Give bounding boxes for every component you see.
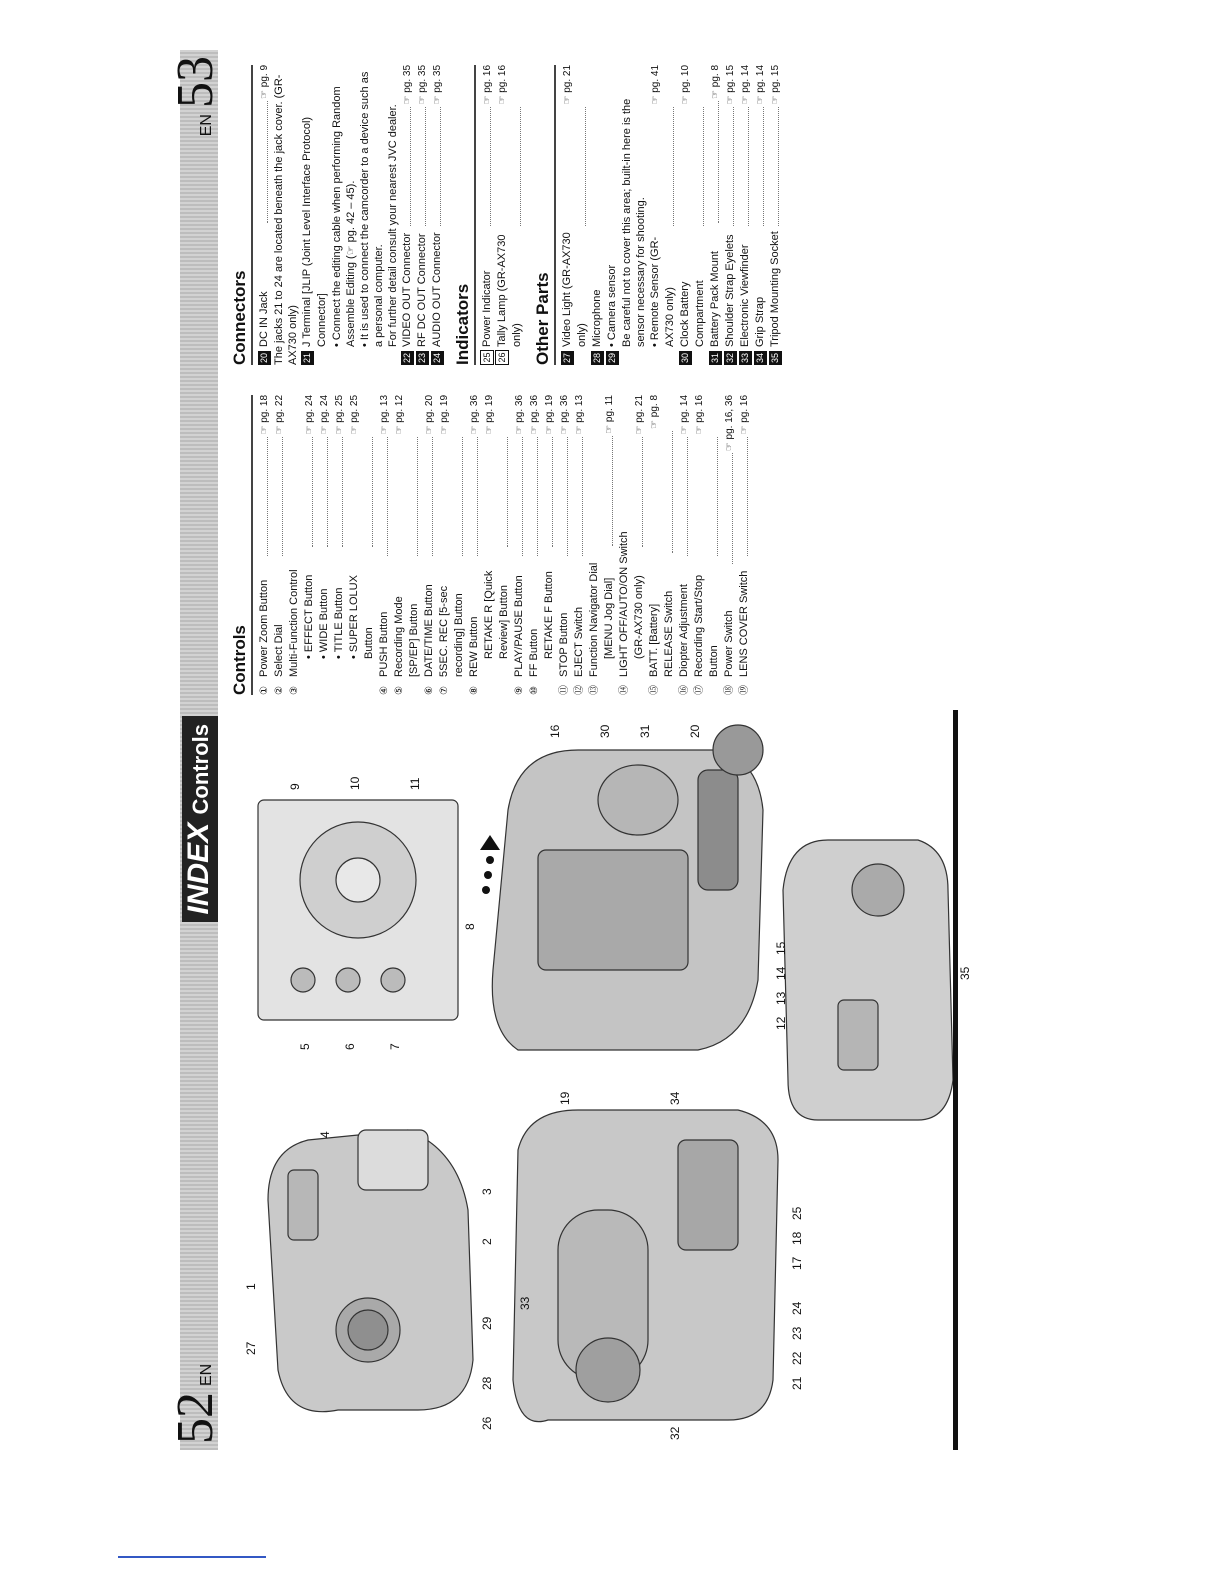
right-page-lang: EN	[198, 114, 215, 137]
j-bullet-3: For further detail consult your nearest JVC dealer.	[387, 104, 399, 347]
leader-dots	[677, 437, 688, 556]
item-number-badge: 26	[495, 350, 509, 365]
leader-dots	[753, 107, 764, 226]
item-number	[708, 347, 723, 365]
item-number: ⑩	[529, 686, 540, 695]
indicators-heading: Indicators	[453, 65, 476, 365]
item-label: RF DC OUT Connector	[416, 233, 428, 347]
connector-row-dc-in	[257, 65, 272, 365]
item-label: FF Button	[528, 628, 540, 677]
item-page-ref: ☞ pg. 8	[649, 394, 660, 429]
item-number-badge: 27	[562, 353, 572, 364]
item-label: DATE/TIME Button	[423, 584, 435, 677]
callout-26: 26	[480, 1416, 494, 1430]
callout-31: 31	[638, 724, 652, 738]
item-number	[542, 659, 557, 677]
callout-11: 11	[408, 777, 422, 790]
item-label: Shoulder Strap Eyelets	[724, 234, 736, 347]
item-label: Select Dial	[273, 624, 285, 677]
item-number: ⑦	[439, 686, 450, 695]
item-page-ref: ☞ pg. 8	[710, 64, 721, 99]
list-item	[768, 65, 783, 365]
callout-1: 1	[244, 1283, 258, 1290]
callout-29: 29	[480, 1316, 494, 1330]
item-number: ⑥	[424, 686, 435, 695]
item-label: • Camera sensor	[606, 264, 618, 347]
item-number-badge: 35	[770, 353, 780, 364]
other-parts-list	[560, 65, 620, 365]
item-label: (GR-AX730 only)	[633, 575, 645, 659]
item-label: Recording Start/Stop Button	[693, 574, 720, 677]
item-page-ref: ☞ pg. 16	[497, 64, 508, 105]
item-number: ⑲	[739, 685, 750, 695]
callout-4: 4	[318, 1131, 332, 1138]
item-label: • EFFECT Button	[303, 574, 315, 659]
item-number	[738, 347, 753, 365]
camcorder-bottom-view	[783, 840, 953, 1120]
item-page-ref: ☞ pg. 24	[319, 394, 330, 435]
index-title-main: INDEX	[182, 822, 215, 915]
connector-num	[300, 347, 330, 365]
callout-19: 19	[558, 1091, 572, 1105]
item-label: RETAKE F Button	[543, 571, 555, 659]
item-page-ref: ☞ pg. 14	[679, 394, 690, 435]
controls-column	[230, 395, 752, 695]
list-item	[480, 65, 495, 365]
list-item	[257, 395, 272, 695]
list-item	[347, 395, 377, 695]
item-number	[400, 347, 415, 365]
item-page-ref: ☞ pg. 36	[529, 394, 540, 435]
item-label: 5SEC. REC [5-sec recording] Button	[438, 585, 465, 677]
item-page-ref: ☞ pg. 19	[544, 394, 555, 435]
leader-dots	[647, 431, 673, 553]
callout-23: 23	[790, 1326, 804, 1340]
leader-dots	[738, 107, 749, 226]
list-item	[430, 65, 445, 365]
leader-dots	[317, 437, 328, 547]
callout-15: 15	[774, 941, 788, 955]
connector-row-j-terminal	[300, 65, 330, 365]
item-number: ①	[259, 686, 270, 695]
list-item	[400, 65, 415, 365]
callout-32: 32	[668, 1426, 682, 1440]
item-number: ⑱	[724, 685, 735, 695]
item-number: ⑯	[679, 685, 690, 695]
callout-25: 25	[790, 1206, 804, 1220]
list-item	[392, 395, 422, 695]
item-number	[347, 659, 377, 677]
list-item	[587, 395, 602, 695]
item-number	[560, 347, 590, 365]
dc-in-ref: ☞ pg. 9	[259, 64, 270, 99]
item-number: ⑪	[559, 685, 570, 695]
item-number	[317, 659, 332, 677]
callout-34: 34	[668, 1091, 682, 1105]
item-label: Function Navigator Dial	[588, 562, 600, 677]
item-label: Power Indicator	[481, 270, 493, 347]
j-bullet-2: • It is used to connect the camcorder to a device such as a personal computer.	[359, 71, 385, 347]
leader-dots	[495, 107, 521, 226]
callout-6: 6	[343, 1043, 357, 1050]
camcorder-diagram	[218, 710, 980, 1450]
controls-heading: Controls	[230, 395, 253, 695]
item-label: Grip Strap	[754, 296, 766, 347]
controls-list	[257, 395, 752, 695]
leader-dots	[632, 437, 643, 547]
connectors-column	[230, 65, 783, 365]
callout-24: 24	[790, 1301, 804, 1315]
connector-list	[400, 65, 445, 365]
leader-dots	[422, 437, 433, 556]
item-label: Tally Lamp (GR-AX730 only)	[496, 234, 523, 347]
item-number-badge: 22	[402, 353, 412, 364]
item-number	[723, 347, 738, 365]
item-page-ref: ☞ pg. 16	[694, 394, 705, 435]
item-page-ref: ☞ pg. 36	[469, 394, 480, 435]
item-label: LENS COVER Switch	[738, 570, 750, 677]
item-label: RETAKE R [Quick Review] Button	[483, 570, 510, 659]
leader-dots	[768, 107, 779, 226]
list-item	[287, 395, 302, 695]
item-label: Battery Pack Mount	[709, 251, 721, 347]
list-item	[467, 395, 482, 695]
callout-7: 7	[388, 1043, 402, 1050]
item-page-ref: ☞ pg. 22	[274, 394, 285, 435]
item-label: Electronic Viewfinder	[739, 244, 751, 347]
item-page-ref: ☞ pg. 18	[259, 394, 270, 435]
list-item	[753, 65, 768, 365]
illustration-bottom-rule	[953, 710, 958, 1450]
list-item	[272, 395, 287, 695]
item-label: Power Switch	[723, 610, 735, 677]
item-label: PLAY/PAUSE Button	[513, 575, 525, 677]
item-number-badge: 30	[680, 353, 690, 364]
item-number-badge: 29	[607, 353, 617, 364]
left-header-bar	[167, 710, 224, 1450]
camcorder-front-view	[268, 1130, 473, 1412]
callout-14: 14	[774, 966, 788, 980]
list-item	[632, 395, 647, 695]
leader-dots	[723, 107, 734, 226]
item-number: ③	[289, 686, 300, 695]
item-number	[678, 347, 708, 365]
connectors-heading: Connectors	[230, 65, 253, 365]
j-terminal-label: J Terminal [JLIP (Joint Level Interface Protocol) Connector]	[301, 116, 328, 347]
control-panel-detail	[258, 800, 458, 1020]
list-item	[678, 65, 708, 365]
other-parts-heading: Other Parts	[533, 65, 556, 365]
list-item	[605, 65, 620, 365]
list-item	[692, 395, 722, 695]
list-item	[527, 395, 542, 695]
item-page-ref: ☞ pg. 11	[604, 395, 615, 434]
item-page-ref: ☞ pg. 12	[394, 394, 405, 435]
item-page-ref: ☞ pg. 14	[755, 64, 766, 105]
item-label: Multi-Function Control	[288, 569, 300, 677]
list-item	[542, 395, 557, 695]
list-item	[495, 65, 525, 365]
leader-dots	[415, 107, 426, 226]
list-item	[437, 395, 467, 695]
item-number	[605, 347, 620, 365]
dc-in-number: 20	[259, 353, 269, 364]
item-page-ref: ☞ pg. 25	[349, 394, 360, 435]
callout-18: 18	[790, 1231, 804, 1245]
list-item	[722, 395, 737, 695]
list-item	[617, 395, 632, 695]
leader-dots	[572, 437, 583, 556]
callout-20: 20	[688, 724, 702, 738]
list-item	[738, 65, 753, 365]
camera-sensor-note: Be careful not to cover this area; built-in here is the sensor necessary for shooting.	[621, 98, 647, 347]
item-page-ref: ☞ pg. 14	[740, 64, 751, 105]
item-label: VIDEO OUT Connector	[401, 232, 413, 347]
remote-sensor-row	[648, 65, 678, 365]
item-label: • SUPER LOLUX Button	[348, 575, 375, 659]
item-number: ⑧	[469, 686, 480, 695]
item-number	[602, 659, 617, 677]
item-label: Clock Battery Compartment	[679, 280, 706, 347]
item-label: BATT. [Battery] RELEASE Switch	[648, 590, 675, 677]
left-page-lang: EN	[198, 1363, 215, 1386]
item-page-ref: ☞ pg. 13	[574, 394, 585, 435]
leader-dots	[512, 437, 523, 556]
callout-33: 33	[518, 1296, 532, 1310]
item-label: Video Light (GR-AX730 only)	[561, 232, 588, 347]
callout-30: 30	[598, 724, 612, 738]
list-item	[302, 395, 317, 695]
item-page-ref: ☞ pg. 16	[482, 64, 493, 105]
item-page-ref: ☞ pg. 20	[424, 394, 435, 435]
j-bullet-1: • Connect the editing cable when performing Random Assemble Editing (☞ pg. 42 – 45).	[331, 86, 357, 347]
camcorder-side-view	[492, 725, 763, 1050]
callout-21: 21	[790, 1376, 804, 1390]
indicator-list	[480, 65, 525, 365]
list-item	[677, 395, 692, 695]
item-label: REW Button	[468, 616, 480, 677]
list-item	[332, 395, 347, 695]
item-page-ref: ☞ pg. 10	[680, 64, 691, 105]
callout-2: 2	[480, 1238, 494, 1245]
item-number	[482, 659, 512, 677]
list-item	[415, 65, 430, 365]
item-label: AUDIO OUT Connector	[431, 232, 443, 347]
item-page-ref: ☞ pg. 35	[432, 64, 443, 105]
item-number	[590, 347, 605, 365]
callout-5: 5	[298, 1043, 312, 1050]
item-number: ②	[274, 686, 285, 695]
leader-dots	[602, 436, 613, 547]
item-page-ref: ☞ pg. 35	[417, 64, 428, 105]
item-number	[415, 347, 430, 365]
item-number	[495, 347, 525, 365]
callout-22: 22	[790, 1351, 804, 1365]
list-item	[602, 395, 617, 695]
item-number-badge: 28	[592, 353, 602, 364]
leader-dots	[347, 437, 373, 547]
list-item	[557, 395, 572, 695]
list-item	[422, 395, 437, 695]
item-page-ref: ☞ pg. 25	[334, 394, 345, 435]
item-label: Recording Mode [SP/EP] Button	[393, 596, 420, 677]
item-number: ⑨	[514, 686, 525, 695]
right-header-bar	[167, 50, 224, 710]
arrow-indicator	[480, 835, 500, 894]
camcorder-rear-view	[513, 1110, 778, 1422]
callout-8: 8	[463, 923, 477, 930]
leader-dots	[542, 437, 553, 547]
leader-dots	[332, 437, 343, 547]
list-item	[560, 65, 590, 365]
callout-17: 17	[790, 1256, 804, 1270]
manual-spread	[167, 50, 980, 1450]
list-item	[377, 395, 392, 695]
item-page-ref: ☞ pg. 19	[484, 394, 495, 435]
item-number-badge: 23	[417, 353, 427, 364]
list-item	[647, 395, 677, 695]
item-number-badge: 32	[725, 353, 735, 364]
leader-dots	[678, 107, 704, 226]
item-number: ⑭	[619, 685, 630, 695]
leader-dots	[560, 107, 586, 226]
item-number-badge: 33	[740, 353, 750, 364]
item-number	[430, 347, 445, 365]
leader-dots	[482, 437, 508, 547]
item-label: • TITLE Button	[333, 587, 345, 659]
list-item	[317, 395, 332, 695]
list-item	[737, 395, 752, 695]
leader-dots	[302, 437, 313, 547]
item-page-ref: ☞ pg. 15	[770, 64, 781, 105]
item-number-badge: 25	[480, 350, 494, 365]
item-page-ref: ☞ pg. 16	[739, 394, 750, 435]
callout-9: 9	[288, 783, 302, 790]
item-number	[480, 347, 495, 365]
item-label: EJECT Switch	[573, 606, 585, 677]
item-number	[753, 347, 768, 365]
leader-dots	[400, 107, 411, 226]
leader-dots	[437, 437, 463, 556]
item-number: ⑮	[649, 685, 660, 695]
leader-dots	[467, 437, 478, 556]
camcorder-illustrations	[218, 710, 980, 1450]
j-terminal-number: 21	[302, 353, 312, 364]
leader-dots	[257, 437, 268, 556]
index-title	[182, 716, 218, 922]
callout-13: 13	[774, 991, 788, 1005]
remote-sensor-label: • Remote Sensor (GR-AX730 only)	[649, 236, 676, 347]
item-label: Tripod Mounting Socket	[769, 231, 781, 347]
connector-num	[257, 347, 272, 365]
item-page-ref: ☞ pg. 21	[634, 394, 645, 435]
left-page-number: 52	[167, 1392, 224, 1444]
spacer	[648, 347, 678, 365]
leader-dots	[648, 107, 674, 226]
item-label: Microphone	[591, 289, 603, 347]
dc-in-label: DC IN Jack	[258, 291, 270, 347]
item-label: [MENU Jog Dial]	[603, 577, 615, 659]
item-label: • WIDE Button	[318, 588, 330, 659]
leader-dots	[430, 107, 441, 226]
jack-cover-note: The jacks 21 to 24 are located beneath the jack cover. (GR-AX730 only)	[273, 74, 299, 365]
leader-dots	[257, 101, 268, 223]
leader-dots	[392, 437, 418, 556]
leader-dots	[527, 437, 538, 556]
leader-dots	[708, 101, 719, 223]
list-item	[708, 65, 723, 365]
leader-dots	[722, 453, 733, 564]
index-text-page	[230, 55, 970, 695]
item-label: Power Zoom Button	[258, 579, 270, 677]
item-number: ⑬	[589, 685, 600, 695]
other-parts-list-2	[678, 65, 783, 365]
item-number: ⑤	[394, 686, 405, 695]
item-number	[332, 659, 347, 677]
item-label: PUSH Button	[378, 611, 390, 677]
list-item	[482, 395, 512, 695]
list-item	[723, 65, 738, 365]
leader-dots	[737, 437, 748, 556]
item-page-ref: ☞ pg. 19	[439, 394, 450, 435]
item-label: Diopter Adjustment	[678, 584, 690, 677]
item-page-ref: ☞ pg. 16, 36	[724, 394, 735, 452]
leader-dots	[377, 437, 388, 556]
right-page-number: 53	[167, 56, 224, 108]
item-label: STOP Button	[558, 612, 570, 677]
list-item	[590, 65, 605, 365]
callout-12: 12	[774, 1016, 788, 1030]
callout-16: 16	[548, 724, 562, 738]
callout-3: 3	[480, 1188, 494, 1195]
index-title-sub: Controls	[188, 724, 213, 815]
leader-dots	[557, 437, 568, 556]
item-number: ⑫	[574, 685, 585, 695]
item-number	[768, 347, 783, 365]
list-item	[512, 395, 527, 695]
item-label: LIGHT OFF/AUTO/ON Switch	[618, 531, 630, 677]
item-number-badge: 31	[710, 353, 720, 364]
leader-dots	[272, 437, 283, 556]
item-number	[632, 659, 647, 677]
item-number-badge: 34	[755, 353, 765, 364]
item-page-ref: ☞ pg. 35	[402, 64, 413, 105]
item-page-ref: ☞ pg. 15	[725, 64, 736, 105]
item-page-ref: ☞ pg. 21	[562, 64, 573, 105]
margin-link-line	[118, 1556, 266, 1558]
item-number: ⑰	[694, 685, 705, 695]
item-page-ref: ☞ pg. 13	[379, 394, 390, 435]
leader-dots	[692, 437, 718, 556]
remote-sensor-ref: ☞ pg. 41	[650, 64, 661, 105]
item-page-ref: ☞ pg. 36	[514, 394, 525, 435]
callout-27: 27	[244, 1341, 258, 1355]
item-page-ref: ☞ pg. 36	[559, 394, 570, 435]
item-number	[302, 659, 317, 677]
item-number: ④	[379, 686, 390, 695]
leader-dots	[480, 107, 491, 226]
callout-35: 35	[958, 966, 972, 980]
callout-10: 10	[348, 776, 362, 790]
item-page-ref: ☞ pg. 24	[304, 394, 315, 435]
list-item	[572, 395, 587, 695]
callout-28: 28	[480, 1376, 494, 1390]
item-number-badge: 24	[432, 353, 442, 364]
